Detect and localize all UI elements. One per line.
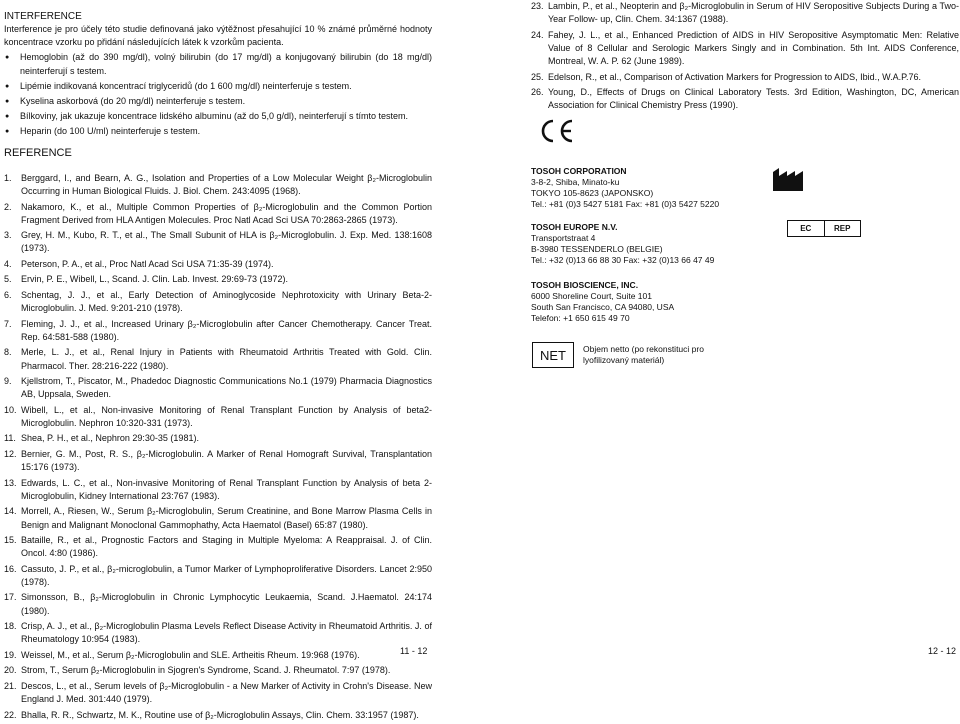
reference-item	[4, 318, 432, 344]
company-name: TOSOH CORPORATION	[531, 166, 627, 176]
reference-item	[4, 404, 432, 430]
reference-number: 22.	[4, 709, 17, 720]
reference-text: Fahey, J. L., et al., Enhanced Prediction of AIDS in HIV Seropositive Asymptomatic Men: Relative Value of 8 Cellular and Serologic Markers Singly and in Combination. 5th Int. AIDS Conference, Montreal, W. A. P. 62 (June 1989).	[548, 29, 959, 67]
reference-text: Wibell, L., et al., Non-invasive Monitoring of Renal Transplant Function by Analysis of beta2-Microglobulin. Nephron 10:320-331 (1973).	[21, 404, 432, 428]
reference-text: Kjellstrom, T., Piscator, M., Phadedoc Diagnostic Communications No.1 (1979) Pharmacia Diagnostics AB, Uppsala, Sweden.	[21, 376, 432, 400]
interference-list	[4, 51, 432, 138]
reference-number: 16.	[4, 563, 17, 574]
company-line: Tel.: +32 (0)13 66 88 30 Fax: +32 (0)13 66 47 49	[531, 255, 715, 265]
reference-item	[4, 289, 432, 315]
reference-text: Bernier, G. M., Post, R. S., β₂-Microglobulin. A Marker of Renal Homograft Survival, Transplantation 15:176 (1973).	[21, 448, 432, 473]
reference-item	[4, 563, 432, 589]
reference-text: Crisp, A. J., et al., β₂-Microglobulin Plasma Levels Reflect Disease Activity in Rheumatoid Arthritis. J. of Rheumatology 10:954 (1983).	[21, 621, 432, 645]
interference-item: ● Bílkoviny, jak ukazuje koncentrace lidského albuminu (až do 5,0 g/dl), neinterferují s tímto testem.	[4, 110, 432, 123]
reference-text: Weissel, M., et al., Serum β₂-Microglobulin and SLE. Artheitis Rheum. 19:968 (1976).	[21, 649, 360, 660]
reference-item	[4, 172, 432, 198]
reference-number: 25.	[531, 71, 544, 82]
reference-text: Nakamoro, K., et al., Multiple Common Properties of β₂-Microglobulin and the Common Portion Fragment Derived from HLA Antigen Molecules. Proc Natl Acad Sci USA 70:2863-2865 (1973).	[21, 201, 432, 225]
company-tosoh-bioscience	[531, 280, 674, 324]
reference-number: 13.	[4, 477, 17, 488]
reference-text: Ervin, P. E., Wibell, L., Scand. J. Clin. Lab. Invest. 29:69-73 (1972).	[21, 274, 288, 285]
company-name: TOSOH BIOSCIENCE, INC.	[531, 280, 639, 290]
reference-text: Grey, H. M., Kubo, R. T., et al., The Small Subunit of HLA is β₂-Microglobulin. J. Exp. Med. 138:1608 (1973).	[21, 230, 432, 254]
reference-number: 3.	[4, 230, 12, 241]
reference-number: 8.	[4, 347, 12, 358]
reference-text: Descos, L., et al., Serum levels of β₂-Microglobulin - a New Marker of Activity in Crohn's Disease. New England J. Med. 301:440 (1979).	[21, 680, 432, 705]
reference-item	[4, 448, 432, 474]
reference-text: Bhalla, R. R., Schwartz, M. K., Routine use of β₂-Microglobulin Assays, Clin. Chem. 33:1957 (1987).	[21, 709, 419, 720]
reference-text: Young, D., Effects of Drugs on Clinical Laboratory Tests. 3rd Edition, Washington, DC, American Association for Clinical Chemistry Press (1990).	[548, 87, 959, 111]
reference-text: Berggard, I., and Bearn, A. G., Isolation and Properties of a Low Molecular Weight β₂-Microglobulin Occurring in Human Biological Fluids. J. Biol. Chem. 243:4095 (1968).	[21, 172, 432, 197]
reference-number: 21.	[4, 680, 17, 691]
reference-text: Bataille, R., et al., Prognostic Factors and Staging in Multiple Myeloma: A Reappraisal. J. of Clin. Oncol. 4:80 (1986).	[21, 535, 432, 559]
rep-label: REP	[834, 224, 851, 233]
reference-item	[4, 346, 432, 372]
page-number-right: 12 - 12	[928, 646, 957, 656]
reference-text: Shea, P. H., et al., Nephron 29:30-35 (1981).	[21, 433, 199, 444]
reference-number: 26.	[531, 87, 544, 98]
ce-mark-icon	[536, 118, 576, 144]
reference-number: 12.	[4, 448, 17, 459]
reference-item	[531, 29, 959, 69]
interference-item: ● Lipémie indikovaná koncentrací triglyceridů (do 1 600 mg/dl) neinterferuje s testem.	[4, 80, 432, 93]
interference-intro: Interference je pro účely této studie definovaná jako výtěžnost přesahující 10 % známé průměrné hodnoty koncentrace vzorku po přidání následujících látek k vzorkům pacienta.	[4, 24, 432, 48]
reference-text: Peterson, P. A., et al., Proc Natl Acad Sci USA 71:35-39 (1974).	[21, 258, 274, 269]
reference-text: Schentag, J. J., et al., Early Detection of Aminoglycoside Nephrotoxicity with Urinary Beta-2-Microglobulin. J. Med. 9:201-210 (1978).	[21, 289, 432, 314]
company-tosoh-europe	[531, 222, 714, 266]
reference-number: 18.	[4, 621, 17, 632]
company-tosoh-corporation	[531, 166, 719, 210]
reference-number: 5.	[4, 274, 12, 285]
company-name: TOSOH EUROPE N.V.	[531, 222, 618, 232]
reference-number: 19.	[4, 649, 17, 660]
reference-item	[4, 273, 432, 286]
company-line: TOKYO 105-8623 (JAPONSKO)	[531, 188, 654, 198]
reference-text: Edwards, L. C., et al., Non-invasive Monitoring of Renal Transplant Function by Analysis of beta 2-Microglobulin, Kidney International 23:767 (1983).	[21, 477, 432, 501]
reference-item	[4, 229, 432, 255]
reference-number: 6.	[4, 289, 12, 300]
reference-item	[4, 709, 432, 722]
reference-list-left	[4, 172, 432, 722]
reference-item	[4, 375, 432, 401]
reference-number: 11.	[4, 433, 16, 444]
reference-item	[4, 534, 432, 560]
company-line: Telefon: +1 650 615 49 70	[531, 313, 630, 323]
reference-text: Simonsson, B., β₂-Microglobulin in Chronic Lymphocytic Leukaemia, Scand. J.Haematol. 24:174 (1980).	[21, 592, 432, 616]
ec-label: EC	[788, 221, 825, 236]
interference-item: ● Kyselina askorbová (do 20 mg/dl) neinterferuje s testem.	[4, 95, 432, 108]
reference-text: Strom, T., Serum β₂-Microglobulin in Sjogren's Syndrome, Scand. J. Rheumatol. 7:97 (1978).	[21, 665, 391, 676]
reference-item	[4, 680, 432, 706]
reference-text: Merle, L. J., et al., Renal Injury in Patients with Rheumatoid Arthritis Treated with Gold. Clin. Pharmacol. Ther. 28:216-222 (1980).	[21, 347, 432, 371]
company-line: 6000 Shoreline Court, Suite 101	[531, 291, 652, 301]
reference-text: Lambin, P., et al., Neopterin and β₂-Microglobulin in Serum of HIV Seropositive Subjects During a Two-Year Follow- up, Clin. Chem. 34:1367 (1988).	[548, 1, 959, 25]
ec-rep-symbol	[787, 220, 861, 237]
reference-number: 2.	[4, 201, 12, 212]
reference-list-right	[531, 0, 959, 113]
company-line: B-3980 TESSENDERLO (BELGIE)	[531, 244, 663, 254]
reference-number: 20.	[4, 665, 17, 676]
reference-heading: REFERENCE	[4, 146, 72, 159]
manufacturer-icon	[771, 166, 805, 192]
company-line: Transportstraat 4	[531, 233, 596, 243]
right-column	[531, 0, 959, 115]
reference-text: Fleming, J. J., et al., Increased Urinary β₂-Microglobulin after Cancer Chemotherapy. Cancer Treat. Rep. 64:581-588 (1980).	[21, 318, 432, 342]
reference-number: 7.	[4, 318, 12, 329]
reference-item	[4, 477, 432, 503]
reference-text: Edelson, R., et al., Comparison of Activation Markers for Progression to AIDS, Ibid., W.A.P.76.	[548, 71, 922, 82]
reference-item	[4, 649, 432, 662]
reference-item	[4, 505, 432, 531]
reference-item	[4, 620, 432, 646]
reference-number: 10.	[4, 404, 17, 415]
reference-item	[4, 201, 432, 227]
company-line: Tel.: +81 (0)3 5427 5181 Fax: +81 (0)3 5427 5220	[531, 199, 720, 209]
net-description: Objem netto (po rekonstituci pro lyofilizovaný materiál)	[583, 344, 704, 365]
reference-item	[531, 86, 959, 112]
reference-item	[531, 0, 959, 26]
company-line: South San Francisco, CA 94080, USA	[531, 302, 675, 312]
company-line: 3-8-2, Shiba, Minato-ku	[531, 177, 620, 187]
interference-item: ● Heparin (do 100 U/ml) neinterferuje s testem.	[4, 125, 432, 138]
reference-number: 9.	[4, 376, 12, 387]
reference-number: 4.	[4, 258, 12, 269]
reference-text: Cassuto, J. P., et al., β₂-microglobulin, a Tumor Marker of Lymphoproliferative Disorders. Lancet 2:950 (1978).	[21, 563, 432, 587]
reference-item	[4, 258, 432, 271]
left-column	[4, 10, 432, 724]
interference-item: ● Hemoglobin (až do 390 mg/dl), volný bilirubin (do 17 mg/dl) a konjugovaný bilirubin (do 18 mg/dl) neinterferují s testem.	[4, 51, 432, 77]
reference-item	[4, 432, 432, 445]
reference-item	[4, 591, 432, 617]
reference-number: 24.	[531, 29, 544, 40]
reference-item	[4, 664, 432, 677]
reference-text: Morrell, A., Riesen, W., Serum β₂-Microglobulin, Serum Creatinine, and Bone Marrow Plasma Cells in Benign and Malignant Monoclonal Gammophathy, Acta Haematol (Basel) 65:87 (1980).	[21, 506, 432, 530]
reference-item	[531, 71, 959, 84]
reference-number: 1.	[4, 172, 12, 183]
reference-number: 23.	[531, 1, 544, 11]
reference-number: 15.	[4, 535, 17, 546]
net-symbol: NET	[532, 342, 574, 368]
reference-number: 17.	[4, 592, 17, 603]
page-number-left: 11 - 12	[400, 646, 428, 656]
reference-number: 14.	[4, 506, 17, 517]
interference-heading: INTERFERENCE	[4, 11, 82, 22]
